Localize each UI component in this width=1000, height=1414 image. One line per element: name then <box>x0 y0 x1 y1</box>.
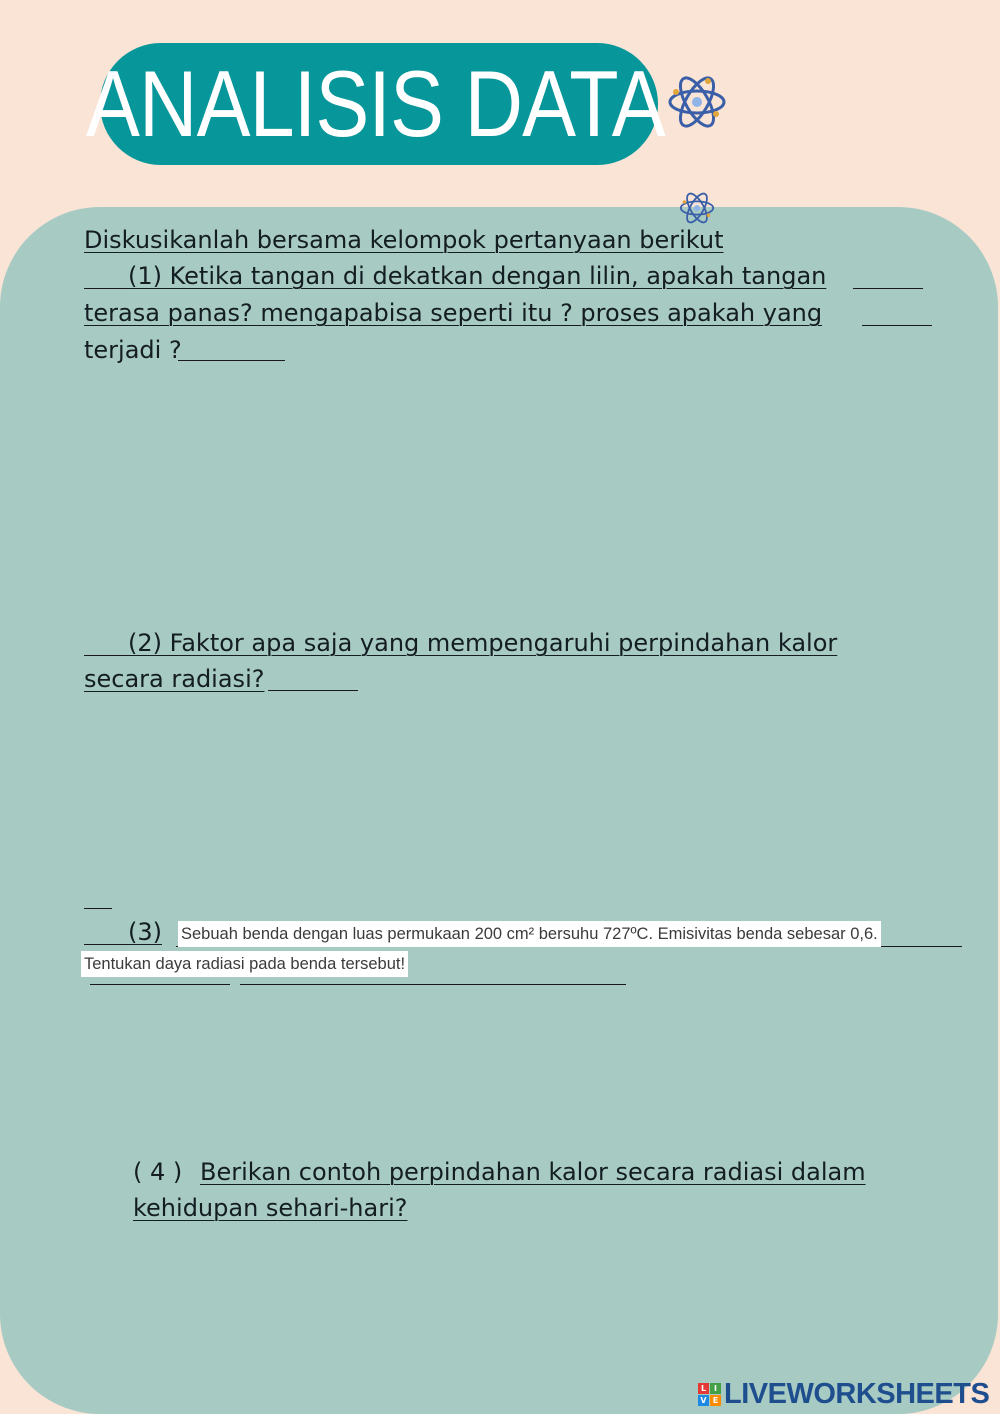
intro-text: Diskusikanlah bersama kelompok pertanyaan berikut <box>84 226 724 254</box>
question-2-line-2: secara radiasi? <box>84 665 265 693</box>
brand-wordmark[interactable]: LIVEWORKSHEETS <box>724 1378 990 1410</box>
question-1-line-3: terjadi ? <box>84 336 182 364</box>
question-2-line-1: (2) Faktor apa saja yang mempengaruhi perpindahan kalor <box>128 629 838 657</box>
page-title: ANALISIS DATA <box>86 51 665 156</box>
atom-icon <box>668 72 726 132</box>
question-4-number: ( 4 ) <box>133 1158 183 1186</box>
question-1-line-1: (1) Ketika tangan di dekatkan dengan lilin, apakah tangan <box>128 262 827 290</box>
atom-icon <box>679 190 715 226</box>
question-3-number: (3) <box>128 918 162 946</box>
question-4-line-1: Berikan contoh perpindahan kalor secara radiasi dalam <box>200 1158 866 1186</box>
content-panel <box>0 207 998 1414</box>
liveworksheets-logo-icon: L I V E <box>698 1383 722 1407</box>
question-1-line-2: terasa panas? mengapabisa seperti itu ? proses apakah yang <box>84 299 823 327</box>
question-3-text-line-2: Tentukan daya radiasi pada benda tersebut! <box>81 951 408 977</box>
question-4-line-2: kehidupan sehari-hari? <box>133 1194 408 1222</box>
question-3-text-line-1: Sebuah benda dengan luas permukaan 200 cm² bersuhu 727ºC. Emisivitas benda sebesar 0,6. <box>178 921 881 947</box>
